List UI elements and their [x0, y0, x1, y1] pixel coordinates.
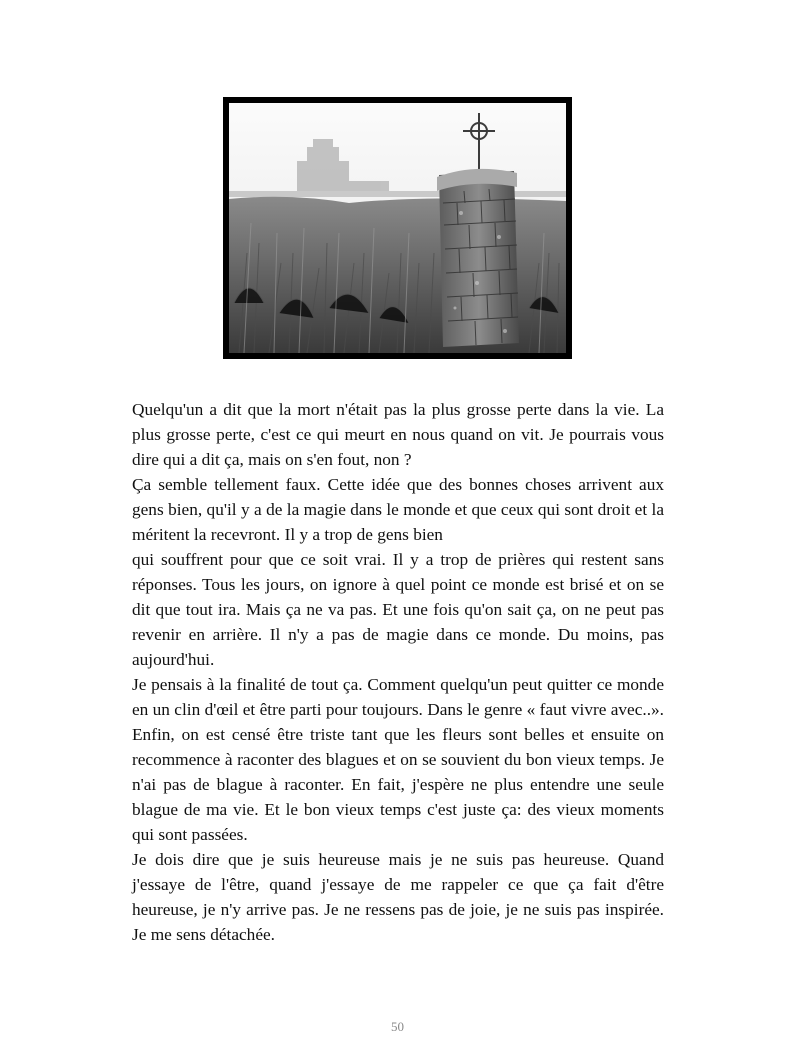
page-number: 50	[391, 1019, 404, 1034]
paragraph: Quelqu'un a dit que la mort n'était pas la plus grosse perte dans la vie. La plus grosse perte, c'est ce qui meurt en nous quand on vit. Je pourrais vous dire qui a dit ça, mais on s'en fout, non ?	[132, 400, 664, 469]
paragraph: Ça semble tellement faux. Cette idée que des bonnes choses arrivent aux gens bien, qu'il y a de la magie dans le monde et que ceux qui sont droit et la méritent la recevront. Il y a trop de gens bien	[132, 475, 664, 544]
paragraph: Je dois dire que je suis heureuse mais je ne suis pas heureuse. Quand j'essaye de l'être, quand j'essaye de me rappeler ce que ça fait d'être heureuse, je n'y arrive pas. Je ne ressens pas de joie, je ne suis pas inspirée. Je me sens détachée.	[132, 850, 664, 944]
paragraph: qui souffrent pour que ce soit vrai. Il y a trop de prières qui restent sans réponses. Tous les jours, on ignore à quel point ce monde est brisé et on se dit que tout ira. Mais ça ne va pas. Et une fois qu'on sait ça, on ne peut pas revenir en arrière. Il n'y a pas de magie dans ce monde. Du moins, pas aujourd'hui.	[132, 550, 664, 669]
illustration-photo	[223, 97, 572, 359]
paragraph: Je pensais à la finalité de tout ça. Comment quelqu'un peut quitter ce monde en un clin d'œil et être parti pour toujours. Dans le genre « faut vivre avec..». Enfin, on est censé être triste tant que les fleurs sont belles et ensuite on recommence à raconter des blagues et on se souvient du bon vieux temps. Je n'ai pas de blague à raconter. En fait, j'espère ne plus entendre une seule blague de ma vie. Et le bon vieux temps c'est juste ça: des vieux moments qui sont passées.	[132, 675, 664, 844]
body-text	[132, 397, 664, 947]
stone-cross-landscape-image	[229, 103, 566, 353]
